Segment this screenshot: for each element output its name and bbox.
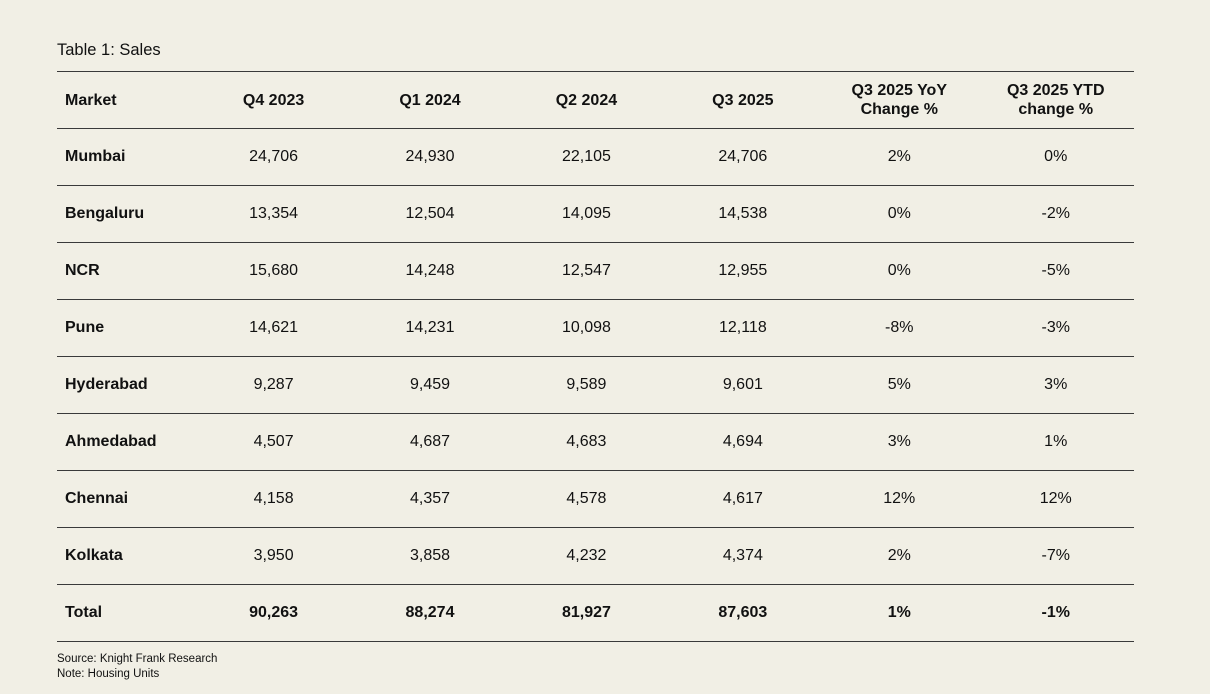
table-title: Table 1: Sales bbox=[57, 41, 161, 59]
cell-q3-2025: 12,118 bbox=[665, 300, 821, 357]
total-cell-yoy-change: 1% bbox=[821, 585, 977, 642]
cell-q4-2023: 13,354 bbox=[195, 186, 351, 243]
cell-yoy-change: 0% bbox=[821, 186, 977, 243]
cell-q1-2024: 9,459 bbox=[352, 357, 508, 414]
total-cell-market: Total bbox=[57, 585, 195, 642]
cell-q3-2025: 4,694 bbox=[665, 414, 821, 471]
cell-yoy-change: 2% bbox=[821, 129, 977, 186]
cell-q2-2024: 9,589 bbox=[508, 357, 664, 414]
total-cell-q3-2025: 87,603 bbox=[665, 585, 821, 642]
source-note bbox=[57, 652, 217, 682]
cell-q1-2024: 24,930 bbox=[352, 129, 508, 186]
cell-q3-2025: 4,617 bbox=[665, 471, 821, 528]
cell-q1-2024: 12,504 bbox=[352, 186, 508, 243]
total-cell-q4-2023: 90,263 bbox=[195, 585, 351, 642]
cell-q4-2023: 3,950 bbox=[195, 528, 351, 585]
cell-market: Kolkata bbox=[57, 528, 195, 585]
cell-q3-2025: 12,955 bbox=[665, 243, 821, 300]
cell-q3-2025: 24,706 bbox=[665, 129, 821, 186]
cell-q4-2023: 15,680 bbox=[195, 243, 351, 300]
cell-yoy-change: -8% bbox=[821, 300, 977, 357]
total-cell-q1-2024: 88,274 bbox=[352, 585, 508, 642]
column-header-ytd-change-label: Q3 2025 YTD change % bbox=[1006, 82, 1105, 118]
cell-q2-2024: 4,683 bbox=[508, 414, 664, 471]
sales-table bbox=[57, 71, 1134, 642]
cell-q3-2025: 9,601 bbox=[665, 357, 821, 414]
column-header-q2-2024: Q2 2024 bbox=[508, 72, 664, 129]
cell-q1-2024: 4,357 bbox=[352, 471, 508, 528]
cell-yoy-change: 2% bbox=[821, 528, 977, 585]
cell-q4-2023: 24,706 bbox=[195, 129, 351, 186]
cell-market: Mumbai bbox=[57, 129, 195, 186]
cell-yoy-change: 12% bbox=[821, 471, 977, 528]
column-header-q1-2024: Q1 2024 bbox=[352, 72, 508, 129]
note-text: Note: Housing Units bbox=[57, 668, 160, 680]
column-header-market: Market bbox=[57, 72, 195, 129]
cell-market: Chennai bbox=[57, 471, 195, 528]
table-row bbox=[57, 471, 1134, 528]
cell-market: Bengaluru bbox=[57, 186, 195, 243]
cell-ytd-change: 3% bbox=[977, 357, 1134, 414]
cell-ytd-change: -5% bbox=[977, 243, 1134, 300]
total-cell-q2-2024: 81,927 bbox=[508, 585, 664, 642]
cell-yoy-change: 3% bbox=[821, 414, 977, 471]
cell-ytd-change: 1% bbox=[977, 414, 1134, 471]
cell-q4-2023: 14,621 bbox=[195, 300, 351, 357]
cell-q4-2023: 9,287 bbox=[195, 357, 351, 414]
source-text: Source: Knight Frank Research bbox=[57, 653, 218, 665]
table-row bbox=[57, 129, 1134, 186]
cell-market: NCR bbox=[57, 243, 195, 300]
cell-q4-2023: 4,158 bbox=[195, 471, 351, 528]
table-row bbox=[57, 357, 1134, 414]
cell-q3-2025: 4,374 bbox=[665, 528, 821, 585]
total-row bbox=[57, 585, 1134, 642]
cell-q2-2024: 4,578 bbox=[508, 471, 664, 528]
cell-q3-2025: 14,538 bbox=[665, 186, 821, 243]
column-header-q3-2025: Q3 2025 bbox=[665, 72, 821, 129]
table-row bbox=[57, 528, 1134, 585]
table-row bbox=[57, 243, 1134, 300]
table-row bbox=[57, 186, 1134, 243]
column-header-yoy-change-label: Q3 2025 YoY Change % bbox=[851, 82, 947, 118]
cell-market: Pune bbox=[57, 300, 195, 357]
table-row bbox=[57, 414, 1134, 471]
cell-q1-2024: 3,858 bbox=[352, 528, 508, 585]
cell-ytd-change: -7% bbox=[977, 528, 1134, 585]
cell-q1-2024: 4,687 bbox=[352, 414, 508, 471]
column-header-yoy-change bbox=[821, 72, 977, 129]
cell-q1-2024: 14,248 bbox=[352, 243, 508, 300]
cell-q2-2024: 22,105 bbox=[508, 129, 664, 186]
header-row bbox=[57, 72, 1134, 129]
cell-q2-2024: 10,098 bbox=[508, 300, 664, 357]
cell-yoy-change: 5% bbox=[821, 357, 977, 414]
cell-q2-2024: 14,095 bbox=[508, 186, 664, 243]
table-row bbox=[57, 300, 1134, 357]
cell-q2-2024: 12,547 bbox=[508, 243, 664, 300]
cell-market: Ahmedabad bbox=[57, 414, 195, 471]
cell-ytd-change: -3% bbox=[977, 300, 1134, 357]
table-body bbox=[57, 129, 1134, 642]
cell-ytd-change: 12% bbox=[977, 471, 1134, 528]
cell-q4-2023: 4,507 bbox=[195, 414, 351, 471]
cell-yoy-change: 0% bbox=[821, 243, 977, 300]
cell-q1-2024: 14,231 bbox=[352, 300, 508, 357]
column-header-ytd-change bbox=[977, 72, 1134, 129]
cell-ytd-change: -2% bbox=[977, 186, 1134, 243]
cell-q2-2024: 4,232 bbox=[508, 528, 664, 585]
column-header-q4-2023: Q4 2023 bbox=[195, 72, 351, 129]
cell-ytd-change: 0% bbox=[977, 129, 1134, 186]
cell-market: Hyderabad bbox=[57, 357, 195, 414]
total-cell-ytd-change: -1% bbox=[977, 585, 1134, 642]
